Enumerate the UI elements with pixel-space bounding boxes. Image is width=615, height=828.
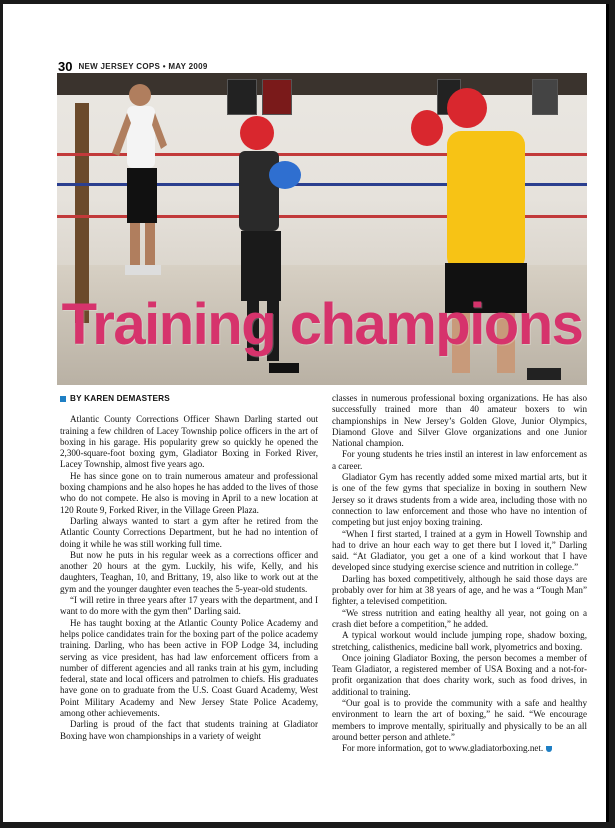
paragraph: Once joining Gladiator Boxing, the person becomes a member of Team Gladiator, a registered member of USA Boxing and a not-for-profit organization that does charity work, such as food drives, in additional to training. <box>332 652 587 697</box>
boxing-photo <box>57 73 587 385</box>
paragraph: “When I first started, I trained at a gym in Howell Township and had to drive an hour each way to get there but I loved it,” Darling said. “At Gladiator, you get a one of a kind workout that I have developed since studying exercise science and nutrition in college.” <box>332 528 587 573</box>
paragraph: “Our goal is to provide the community with a safe and healthy environment to learn the art of boxing,” he said. “We encourage members to improve mentally, spiritually and physically to be an all around better person and athlete.” <box>332 698 587 742</box>
page-number: 30 <box>58 58 73 74</box>
closing-text: For more information, got to www.gladiatorboxing.net. <box>342 743 544 754</box>
article-title: Training champions <box>61 292 583 357</box>
article-column-2 <box>332 393 587 755</box>
paragraph: A typical workout would include jumping rope, shadow boxing, stretching, calisthenics, medicine ball work, plyometrics and boxing. <box>332 630 587 652</box>
byline-square-icon <box>60 396 66 402</box>
paragraph: “We stress nutrition and eating healthy all year, not going on a crash diet before a competition,” he added. <box>332 607 587 629</box>
paragraph: Gladiator Gym has recently added some mixed martial arts, but it is one of the few gyms that specialize in boxing in southern New Jersey so it draws students from a wide area, including those with no connection to law enforcement and those who have no intention of competing but just enjoy boxing training. <box>332 472 587 528</box>
paragraph: But now he puts in his regular week as a corrections officer and another 20 hours at the gym. Luckily, his wife, Kelly, and his daughters, Teaghan, 10, and Brittany, 19, also like to work out at the gym and the younger daughter even teaches the 5-year-old students. <box>60 549 318 594</box>
paragraph: He has taught boxing at the Atlantic County Police Academy and helps police candidates train for the boxing part of the police academy training. Darling, who has been active in FOP Lodge 34, including serving as vice president, has had law enforcement officers from a number of different agencies and all ranks train at his gym, including federal, state and local officers and patrolmen to chiefs. His graduates have gone on to graduate from the U.S. Coast Guard Academy, West Point Military Academy and New Jersey State Police Academy, among other achievements. <box>60 617 318 719</box>
paragraph: Atlantic County Corrections Officer Shawn Darling started out training a few children of Lacey Township police officers in the art of boxing in his garage. His popularity grew so quickly he opened the 2,300-square-foot boxing gym, Gladiator Boxing in Forked River, Lacey Township, almost five years ago. <box>60 414 318 470</box>
paragraph: He has since gone on to train numerous amateur and professional boxing champions and he also hopes he has added to the lives of those who do not compete. He also is moving in April to a new location at 120 Route 9, Forked River, in the Village Green Plaza. <box>60 470 318 515</box>
page-header <box>58 59 208 73</box>
paragraph-closing <box>332 743 587 754</box>
paragraph: For young students he tries instil an interest in law enforcement as a career. <box>332 449 587 471</box>
coach-figure <box>112 84 167 275</box>
paragraph: “I will retire in three years after 17 years with the department, and I want to do more with the gym then” Darling said. <box>60 595 318 617</box>
end-mark-icon <box>546 746 552 752</box>
article-column-1 <box>60 393 318 742</box>
paragraph: classes in numerous professional boxing organizations. He has also successfully trained more than 40 amateur boxers to win championships in New Jersey’s Golden Glove, Junior Olympics, Diamond Glove and Silver Glove organizations and one Junior National champion. <box>332 393 587 449</box>
publication-line: NEW JERSEY COPS • MAY 2009 <box>78 61 208 71</box>
paragraph: Darling is proud of the fact that students training at Gladiator Boxing have won championships in a variety of weight <box>60 719 318 741</box>
paragraph: Darling always wanted to start a gym after he retired from the Atlantic County Corrections Department, but he had no intention of doing it while he was still working full time. <box>60 515 318 549</box>
paragraph: Darling has boxed competitively, although he said those days are probably over for him at 38 years of age, and he was a “Tough Man” fighter, a televised competition. <box>332 573 587 607</box>
byline <box>60 393 318 404</box>
byline-text: BY KAREN DEMASTERS <box>70 394 170 403</box>
